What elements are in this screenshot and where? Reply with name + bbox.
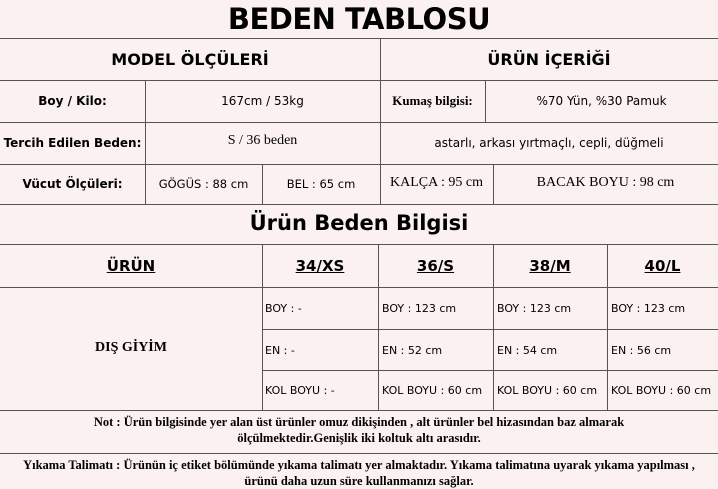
urun-heading: ÜRÜN İÇERİĞİ xyxy=(487,50,611,69)
en-38: EN : 54 cm xyxy=(497,344,558,357)
kol-34: KOL BOYU : - xyxy=(265,384,335,397)
kumas-value: %70 Yün, %30 Pamuk xyxy=(536,94,667,108)
boy-kilo-value: 167cm / 53kg xyxy=(221,94,304,108)
urun-ozellik: astarlı, arkası yırtmaçlı, cepli, düğmeli xyxy=(434,136,664,150)
divider xyxy=(0,410,718,411)
divider xyxy=(0,204,718,205)
kol-38: KOL BOYU : 60 cm xyxy=(497,384,598,397)
bacak-value: BACAK BOYU : 98 cm xyxy=(536,175,675,190)
kumas-label: Kumaş bilgisi: xyxy=(392,93,473,108)
gogus-value: GÖGÜS : 88 cm xyxy=(158,177,249,191)
size-header-40: 40/L xyxy=(644,257,681,275)
kol-40: KOL BOYU : 60 cm xyxy=(611,384,712,397)
divider xyxy=(0,122,718,123)
kalca-value: KALÇA : 95 cm xyxy=(390,175,483,190)
kol-36: KOL BOYU : 60 cm xyxy=(382,384,483,397)
size-header-38: 38/M xyxy=(529,257,571,275)
olcu-notu: Not : Ürün bilgisinde yer alan üst ürünler omuz dikişinden , alt ürünler bel hizasından baz almarak ölçülmektedir.Genişlik iki koltuk altı arasıdır. xyxy=(93,415,625,445)
en-34: EN : - xyxy=(265,344,295,357)
boy-40: BOY : 123 cm xyxy=(611,302,686,315)
en-40: EN : 56 cm xyxy=(611,344,672,357)
divider xyxy=(0,164,718,165)
tercih-value: S / 36 beden xyxy=(227,133,298,148)
page-title: BEDEN TABLOSU xyxy=(227,2,491,36)
yikama-talimati: Yıkama Talimatı : Ürünün iç etiket bölümünde yıkama talimatı yer almaktadır. Yıkama talimatına uyarak yıkama yapılması , ürünü daha uzun süre kullanmanızı sağlar. xyxy=(23,458,695,488)
boy-38: BOY : 123 cm xyxy=(497,302,572,315)
divider xyxy=(0,80,718,81)
model-heading: MODEL ÖLÇÜLERİ xyxy=(111,50,269,69)
divider xyxy=(0,287,718,288)
boy-kilo-label: Boy / Kilo: xyxy=(38,94,107,108)
dis-giyim-label: DIŞ GİYİM xyxy=(95,340,167,355)
col-urun-header: ÜRÜN xyxy=(106,257,156,275)
bel-value: BEL : 65 cm xyxy=(286,177,356,191)
vucut-label: Vücut Ölçüleri: xyxy=(22,177,123,191)
divider xyxy=(0,453,718,454)
beden-bilgisi-heading: Ürün Beden Bilgisi xyxy=(249,211,469,235)
boy-34: BOY : - xyxy=(265,302,302,315)
divider xyxy=(0,38,718,39)
divider xyxy=(262,370,718,371)
size-header-34: 34/XS xyxy=(295,257,345,275)
tercih-label: Tercih Edilen Beden: xyxy=(3,136,142,150)
divider xyxy=(0,244,718,245)
divider xyxy=(262,329,718,330)
size-header-36: 36/S xyxy=(416,257,455,275)
boy-36: BOY : 123 cm xyxy=(382,302,457,315)
en-36: EN : 52 cm xyxy=(382,344,443,357)
